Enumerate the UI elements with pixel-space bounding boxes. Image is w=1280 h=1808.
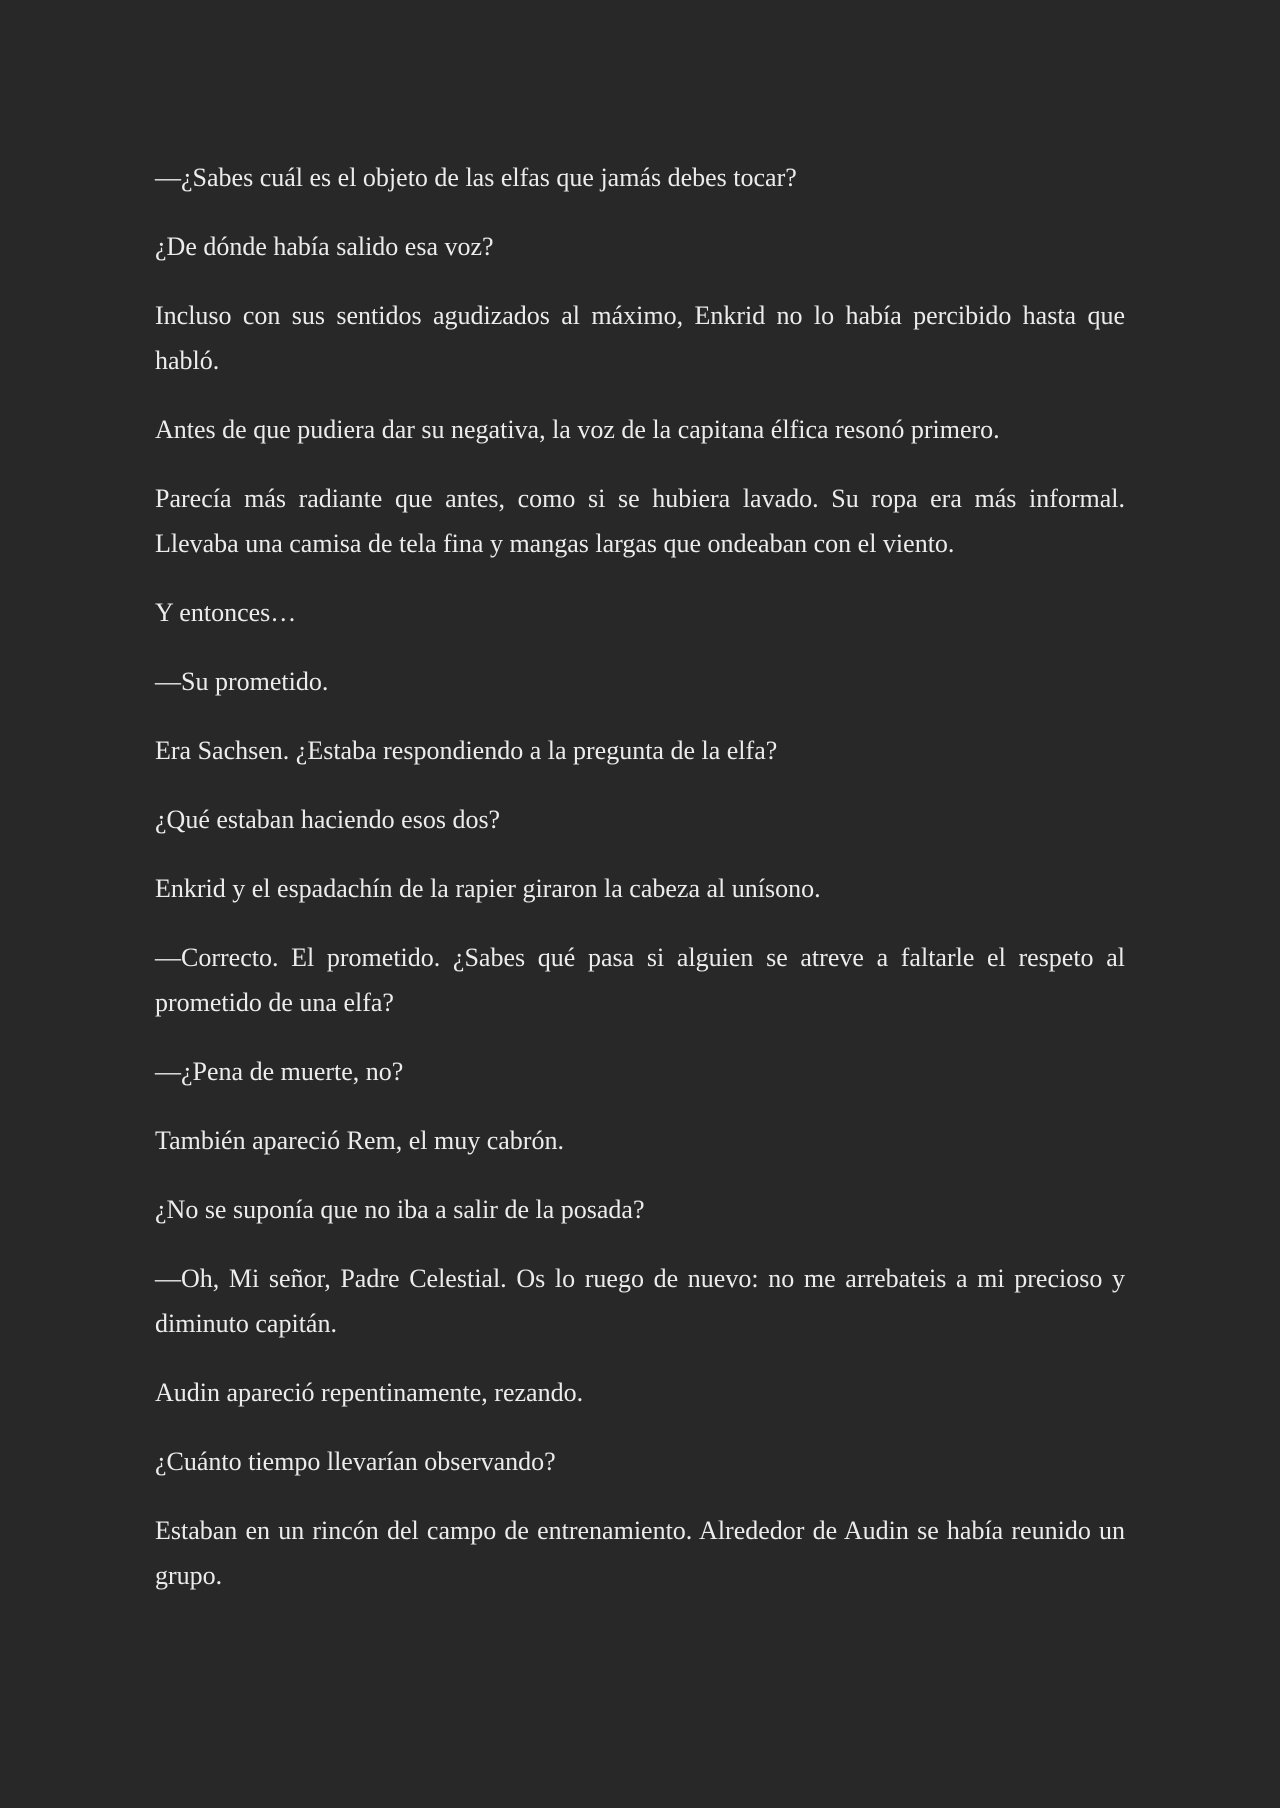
paragraph-1: —¿Sabes cuál es el objeto de las elfas que jamás debes tocar? bbox=[155, 163, 797, 192]
paragraph-5: Parecía más radiante que antes, como si se hubiera lavado. Su ropa era más informal. Llevaba una camisa de tela fina y mangas largas que ondeaban con el viento. bbox=[155, 484, 1125, 558]
paragraph-11: —Correcto. El prometido. ¿Sabes qué pasa si alguien se atreve a faltarle el respeto al prometido de una elfa? bbox=[155, 943, 1125, 1017]
paragraph-15: —Oh, Mi señor, Padre Celestial. Os lo ruego de nuevo: no me arrebateis a mi precioso y diminuto capitán. bbox=[155, 1264, 1125, 1338]
paragraph-4: Antes de que pudiera dar su negativa, la voz de la capitana élfica resonó primero. bbox=[155, 415, 1000, 444]
paragraph-3: Incluso con sus sentidos agudizados al máximo, Enkrid no lo había percibido hasta que habló. bbox=[155, 301, 1125, 375]
paragraph-8: Era Sachsen. ¿Estaba respondiendo a la pregunta de la elfa? bbox=[155, 736, 778, 765]
paragraph-13: También apareció Rem, el muy cabrón. bbox=[155, 1126, 564, 1155]
paragraph-9: ¿Qué estaban haciendo esos dos? bbox=[155, 805, 501, 834]
paragraph-10: Enkrid y el espadachín de la rapier giraron la cabeza al unísono. bbox=[155, 874, 821, 903]
paragraph-14: ¿No se suponía que no iba a salir de la posada? bbox=[155, 1195, 645, 1224]
paragraph-17: ¿Cuánto tiempo llevarían observando? bbox=[155, 1447, 556, 1476]
paragraph-7: —Su prometido. bbox=[155, 667, 329, 696]
paragraph-2: ¿De dónde había salido esa voz? bbox=[155, 232, 494, 261]
paragraph-12: —¿Pena de muerte, no? bbox=[155, 1057, 404, 1086]
paragraph-6: Y entonces… bbox=[155, 598, 297, 627]
paragraph-16: Audin apareció repentinamente, rezando. bbox=[155, 1378, 584, 1407]
paragraph-18: Estaban en un rincón del campo de entrenamiento. Alrededor de Audin se había reunido un grupo. bbox=[155, 1516, 1125, 1590]
